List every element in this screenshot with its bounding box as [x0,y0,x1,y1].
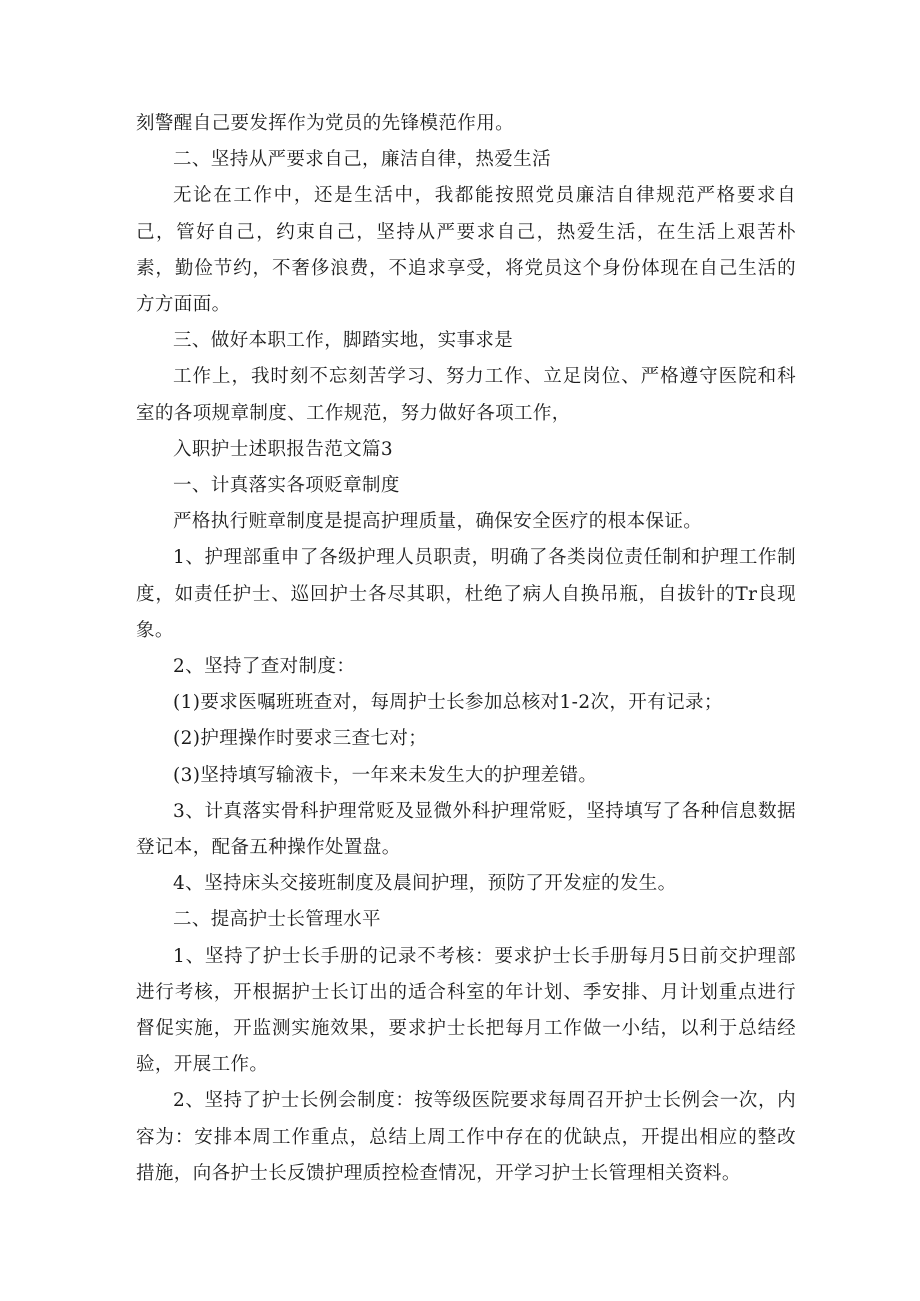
article-title: 入职护士述职报告范文篇3 [173,438,394,460]
sub-list-item: (2)护理操作时要求三查七对； [173,728,428,750]
list-item: 4、坚持床头交接班制度及晨间护理，预防了开发症的发生。 [173,873,677,895]
list-item: 1、护理部重申了各级护理人员职责，明确了各类岗位责任制和护理工作制度，如责任护士、巡回护士各尽其职，杜绝了病人自换吊瓶，自拔针的Tr良现象。 [136,547,796,641]
document-body [136,106,796,1192]
paragraph: 无论在工作中，还是生活中，我都能按照党员廉洁自律规范严格要求自己，管好自己，约束自己，坚持从严要求自己，热爱生活，在生活上艰苦朴素，勤俭节约，不奢侈浪费，不追求享受，将党员这个身份体现在自己生活的方方面面。 [136,185,796,316]
section-heading: 二、提高护士长管理水平 [173,909,381,931]
paragraph: 工作上，我时刻不忘刻苦学习、努力工作、立足岗位、严格遵守医院和科室的各项规章制度、工作规范，努力做好各项工作， [136,366,796,424]
list-item: 2、坚持了查对制度： [173,656,356,678]
section-heading: 二、坚持从严要求自己，廉洁自律，热爱生活 [173,149,552,171]
list-item: 3、计真落实骨科护理常贬及显微外科护理常贬，坚持填写了各种信息数据登记本，配备五种操作处置盘。 [136,800,796,859]
list-item: 1、坚持了护士长手册的记录不考核：要求护士长手册每月5日前交护理部进行考核，开根据护士长订出的适合科室的年计划、季安排、月计划重点进行督促实施，开监测实施效果，要求护士长把每月工作做一小结，以利于总结经验，开展工作。 [136,945,796,1076]
sub-list-item: (3)坚持填写输液卡，一年来未发生大的护理差错。 [173,764,598,786]
section-heading: 三、做好本职工作，脚踏实地，实事求是 [173,330,514,352]
list-item: 2、坚持了护士长例会制度：按等级医院要求每周召开护士长例会一次，内容为：安排本周工作重点，总结上周工作中存在的优缺点，开提出相应的整改措施，向各护士长反馈护理质控检查情况，开学习护士长管理相关资料。 [136,1090,796,1184]
sub-list-item: (1)要求医嘱班班查对，每周护士长参加总核对1-2次，开有记录； [173,692,723,714]
paragraph: 严格执行赃章制度是提高护理质量，确保安全医疗的根本保证。 [173,511,703,533]
paragraph-continuation: 刻警醒自己要发挥作为党员的先锋模范作用。 [136,113,515,134]
section-heading: 一、计真落实各项贬章制度 [173,475,400,497]
